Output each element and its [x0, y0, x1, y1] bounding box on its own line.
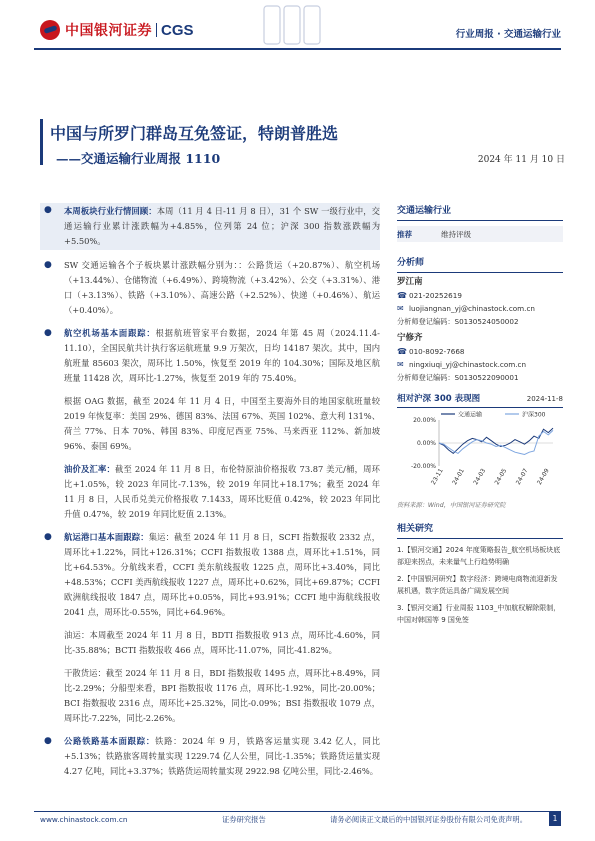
body-paragraph	[40, 394, 380, 454]
paragraph-text: 铁路：2024 年 9 月，铁路客运量实现 3.42 亿人，同比+5.13%；铁路旅客周转量实现 1229.74 亿人公里，同比-1.35%；铁路货运量实现 4.27 亿吨，同比+3.37%；铁路货运周转量实现 2922.98 亿吨公里，同比-2.46%。	[64, 736, 380, 776]
paragraph-lead: 本周板块行业行情回顾：	[64, 206, 157, 216]
bullet-icon: ●	[44, 736, 52, 746]
header-divider	[34, 48, 561, 50]
industry-title: 交通运输行业	[397, 203, 563, 221]
sidebar	[397, 203, 563, 626]
paragraph-text: 根据 OAG 数据，截至 2024 年 11 月 4 日，中国至主要海外目的地国家航班量较 2019 年恢复率：美国 29%、德国 83%、法国 67%、英国 102%、意大利 131%、荷兰 77%、日本 70%、韩国 83%、印度尼西亚 75%、马来西亚 112%、新加坡 96%、泰国 69%。	[64, 396, 380, 451]
paragraph-text: 截至 2024 年 11 月 8 日，布伦特原油价格报收 73.87 美元/桶，周环比+1.05%，较 2023 年同比-7.13%，较 2019 年同比+18.17%；截至 2024 年 11 月 8 日，人民币兑美元价格报收 7.1433，周环比贬值 0.42%，较 2023 年同比升值 0.47%，较 2019 年同比贬值 2.13%。	[64, 464, 380, 519]
page-number: 1	[549, 812, 561, 826]
body-paragraph	[40, 326, 380, 386]
page-header	[0, 0, 595, 60]
related-item[interactable]: 1.【银河交通】2024 年度策略报告_航空机场板块底部迎来拐点，未来量气上行趋势明确	[397, 546, 561, 566]
analyst-phone: 010-8092-7668	[409, 347, 465, 356]
footer-url[interactable]: www.chinastock.com.cn	[40, 815, 128, 824]
relative-performance-chart	[397, 408, 563, 494]
report-body	[40, 203, 380, 787]
x-tick-label: 24-09	[535, 467, 551, 487]
paragraph-text: 干散货运：截至 2024 年 11 月 8 日，BDI 指数报收 1495 点，周环比+8.49%，同比-2.29%；分船型来看，BPI 指数报收 1176 点，周环比-1.92%，同比-20.00%；BCI 指数报收 2316 点，周环比+25.32%，同比-0.09%；BSI 指数报收 1079 点，周环比-7.22%，同比-2.26%。	[64, 668, 380, 723]
paragraph-lead: 航运港口基本面跟踪：	[64, 532, 149, 542]
chart-header	[397, 392, 563, 408]
body-paragraph	[40, 628, 380, 658]
paragraph-text: 本周（11 月 4 日-11 月 8 日），31 个 SW 一级行业中，交通运输行业累计涨跌幅为+4.85%，位列第 24 位；沪深 300 指数涨跌幅为+5.50%。	[64, 206, 380, 246]
analyst-email[interactable]: luojiangnan_yj@chinastock.com.cn	[409, 304, 535, 313]
title-accent	[40, 119, 43, 165]
body-paragraph	[40, 258, 380, 318]
rating-value: 维持评级	[441, 229, 471, 239]
related-item[interactable]: 2.【中国银河研究】数字经济：跨境电商物流迎新发展机遇，数字货运具备广阔发展空间	[397, 575, 558, 595]
analyst-email[interactable]: ningxiuqi_yj@chinastock.com.cn	[409, 360, 527, 369]
analyst-cert: 分析师登记编码：S0130524050002	[397, 317, 519, 326]
footer-divider	[34, 811, 561, 812]
footer-center: 证券研究报告	[222, 815, 266, 824]
body-paragraph	[40, 203, 380, 250]
brand-logo	[40, 20, 194, 40]
report-date: 2024 年 11 月 10 日	[477, 155, 565, 165]
brand-name-en: CGS	[161, 21, 194, 39]
paragraph-text: 油运：本周截至 2024 年 11 月 8 日，BDTI 指数报收 913 点，周环比-4.60%，同比-35.88%；BCTI 指数报收 466 点，周环比-11.07%，同比-41.82%。	[64, 630, 380, 655]
x-tick-label: 24-05	[493, 467, 509, 487]
x-tick-label: 24-07	[514, 467, 530, 487]
chart-source: 资料来源：Wind，中国银河证券研究院	[397, 502, 506, 509]
legend-label: 沪深300	[522, 411, 546, 419]
chart-date: 2024-11-8	[526, 395, 563, 403]
report-subtitle: ——交通运输行业周报 1110	[56, 151, 221, 166]
paragraph-text: SW 交通运输各个子板块累计涨跌幅分别为：：公路货运（+20.87%）、航空机场（+13.44%）、仓储物流（+6.49%）、跨境物流（+3.42%）、公交（+3.31%）、港口（+3.13%）、铁路（+3.10%）、高速公路（+2.52%）、快递（+0.46%）、航运（+0.40%）。	[64, 260, 380, 315]
y-tick-label: -20.00%	[410, 463, 436, 470]
paragraph-text: 集运：截至 2024 年 11 月 8 日，SCFI 指数报收 2332 点，周环比+1.22%，同比+126.31%；CCFI 指数报收 1388 点，周环比+1.51%，同比+64.53%。分航线来看，CCFI 美东航线报收 1225 点，周环比+3.40%，同比+48.53%；CCFI 美西航线报收 1227 点，周环比+0.62%，同比+69.87%；CCFI 欧洲航线报收 1847 点，周环比+0.05%，同比+93.91%；CCFI 地中海航线报收 2041 点，周环比-0.55%，同比+64.96%。	[64, 532, 380, 617]
y-tick-label: 0.00%	[416, 440, 436, 447]
chart-title: 相对沪深 300 表现图	[397, 394, 481, 404]
watermark-logo-icon	[258, 2, 338, 50]
analyst-name: 罗江南	[397, 277, 423, 287]
analyst-name: 宁修齐	[397, 333, 423, 343]
bullet-icon: ●	[44, 205, 52, 215]
paragraph-lead: 航空机场基本面跟踪：	[64, 328, 156, 338]
paragraph-text: 根据航班管家平台数据，2024 年第 45 周（2024.11.4-11.10），全国民航共计执行客运航班量 9.9 万架次，日均 14187 架次。其中，国内航班量 85603 架次，周环比 1.50%，恢复至 2019 年的 104.30%；国际及地区航班量 11428 次，周环比-1.27%，恢复至 2019 年的 75.40%。	[64, 328, 380, 383]
analysts-title: 分析师	[397, 255, 563, 273]
email-icon: ✉	[397, 360, 404, 369]
series-line	[439, 428, 553, 453]
analyst-cert: 分析师登记编码：S0130522090001	[397, 373, 519, 382]
related-list	[397, 544, 563, 626]
body-paragraph	[40, 666, 380, 726]
bullet-icon: ●	[44, 328, 52, 338]
body-paragraph	[40, 530, 380, 620]
report-section: 行业周报 · 交通运输行业	[455, 29, 561, 40]
related-title: 相关研究	[397, 521, 563, 539]
x-tick-label: 24-03	[472, 467, 488, 487]
brand-logo-icon	[40, 20, 60, 40]
x-tick-label: 23-11	[429, 467, 445, 487]
legend-label: 交通运输	[458, 411, 483, 419]
report-title: 中国与所罗门群岛互免签证，特朗普胜选	[50, 124, 339, 143]
rating-row	[397, 226, 563, 242]
paragraph-lead: 公路铁路基本面跟踪：	[64, 736, 155, 746]
phone-icon: ☎	[397, 291, 407, 300]
footer-notice: 请务必阅读正文最后的中国银河证券股份有限公司免责声明。	[330, 815, 528, 824]
body-paragraph	[40, 734, 380, 779]
body-paragraph	[40, 462, 380, 522]
bullet-icon: ●	[44, 532, 52, 542]
paragraph-lead: 油价及汇率：	[64, 464, 116, 474]
rating-key: 推荐	[397, 229, 412, 239]
related-item[interactable]: 3.【银河交通】行业周报 1103_中加航权解除限制，中国对韩国等 9 国免签	[397, 604, 561, 624]
brand-name-cn: 中国银河证券	[65, 23, 152, 39]
bullet-icon: ●	[44, 260, 52, 270]
email-icon: ✉	[397, 304, 404, 313]
analyst-block	[397, 276, 563, 384]
phone-icon: ☎	[397, 347, 407, 356]
y-tick-label: 20.00%	[413, 417, 436, 424]
analyst-phone: 021-20252619	[409, 291, 462, 300]
x-tick-label: 24-01	[451, 467, 466, 487]
